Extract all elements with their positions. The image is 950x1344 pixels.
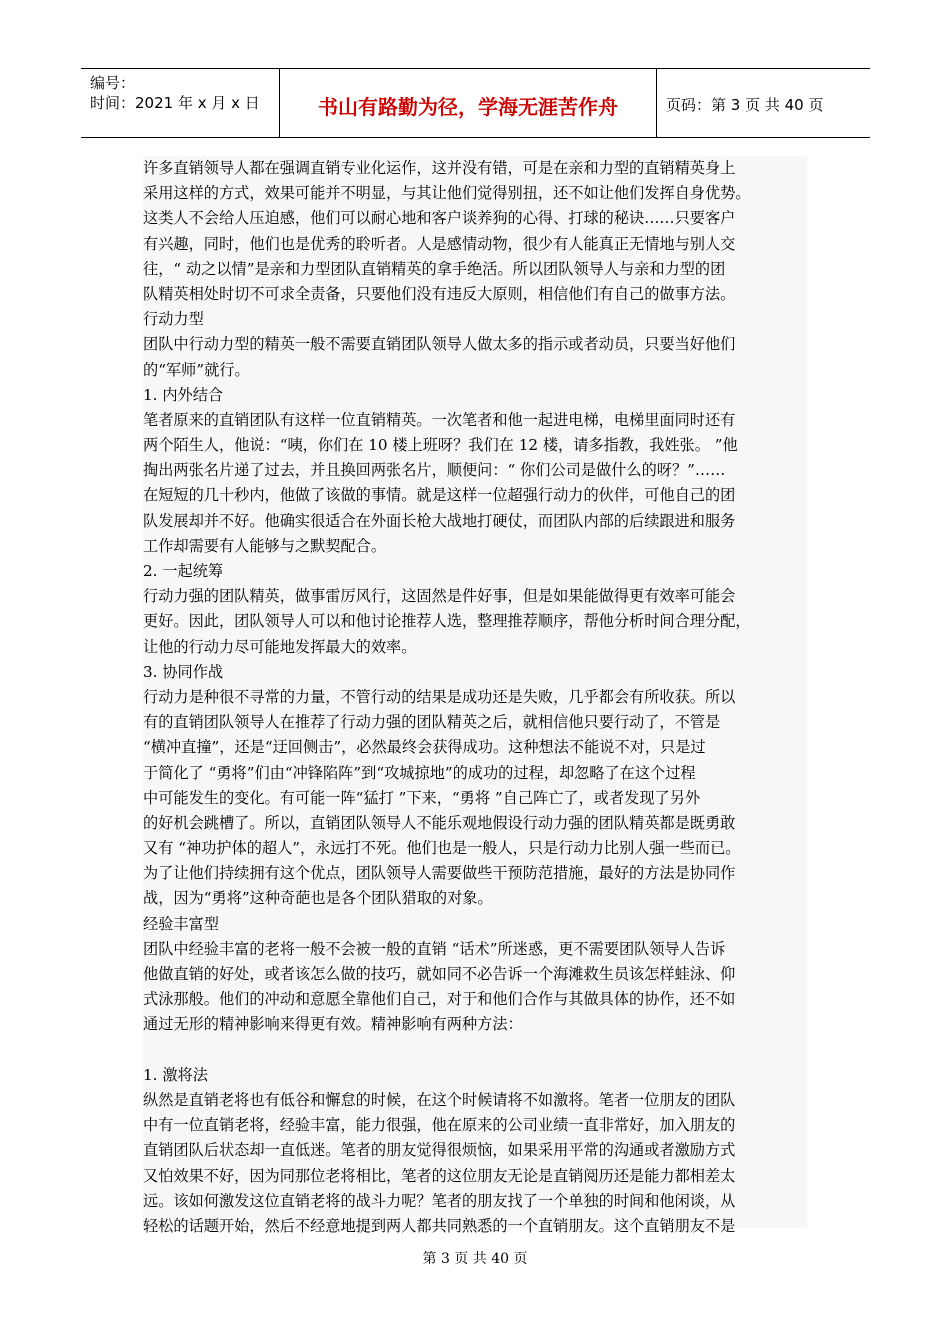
body-line: 2. 一起统筹 — [143, 562, 224, 580]
body-line: 3. 协同作战 — [143, 662, 224, 681]
body-line: 直销团队后状态却一直低迷。笔者的朋友觉得很烦恼，如果采用平常的沟通或者激励方式 — [143, 1141, 736, 1160]
body-line: 1. 激将法 — [143, 1065, 208, 1084]
body-line: 队精英相处时切不可求全责备，只要他们没有违反大原则，相信他们有自己的做事方法。 — [143, 284, 736, 303]
header-number-label: 编号： — [90, 74, 136, 92]
body-line: 行动力是种很不寻常的力量，不管行动的结果是成功还是失败，几乎都会有所收获。所以 — [143, 687, 736, 706]
body-line: 采用这样的方式，效果可能并不明显，与其让他们觉得别扭，还不如让他们发挥自身优势。 — [143, 184, 751, 203]
header-motto: 书山有路勤为径，学海无涯苦作舟 — [280, 69, 657, 137]
body-line: 在短短的几十秒内，他做了该做的事情。就是这样一位超强行动力的伙伴，可他自己的团 — [143, 486, 736, 505]
body-line: 式泳那般。他们的冲动和意愿全靠他们自己，对于和他们合作与其做具体的协作，还不如 — [143, 990, 736, 1009]
header-page-label: 页码：第 3 页 共 40 页 — [666, 95, 824, 114]
body-line: 更好。因此，团队领导人可以和他讨论推荐人选，整理推荐顺序，帮他分析时间合理分配， — [143, 612, 751, 631]
body-line: 行动力型 — [143, 310, 204, 329]
body-line: 的好机会跳槽了。所以，直销团队领导人不能乐观地假设行动力强的团队精英都是既勇敢 — [143, 813, 736, 832]
body-line: 往，“ 动之以情”是亲和力型团队直销精英的拿手绝活。所以团队领导人与亲和力型的团 — [143, 259, 726, 278]
body-line: 笔者原来的直销团队有这样一位直销精英。一次笔者和他一起进电梯，电梯里面同时还有 — [143, 410, 736, 429]
body-line: 他做直销的好处，或者该怎么做的技巧，就如同不必告诉一个海滩救生员该怎样蛙泳、仰 — [143, 965, 736, 983]
body-line: 中有一位直销老将，经验丰富，能力很强，他在原来的公司业绩一直非常好，加入朋友的 — [143, 1116, 736, 1135]
header-date-label: 时间：2021 年 x 月 x 日 — [90, 94, 260, 112]
body-line: 让他的行动力尽可能地发挥最大的效率。 — [143, 637, 417, 656]
body-line: 战，因为“勇将”这种奇葩也是各个团队猎取的对象。 — [143, 889, 493, 908]
body-line: “横冲直撞”，还是“迂回侧击”，必然最终会获得成功。这种想法不能说不对，只是过 — [143, 738, 706, 757]
body-line: 于简化了 “勇将”们由“冲锋陷阵”到“攻城掠地”的成功的过程，却忽略了在这个过程 — [143, 763, 696, 782]
body-line: 有的直销团队领导人在推荐了行动力强的团队精英之后，就相信他只要行动了，不管是 — [143, 713, 721, 732]
body-line: 通过无形的精神影响来得更有效。精神影响有两种方法： — [143, 1015, 523, 1034]
body-line: 团队中行动力型的精英一般不需要直销团队领导人做太多的指示或者动员，只要当好他们 — [143, 335, 736, 354]
body-line: 团队中经验丰富的老将一般不会被一般的直销 “话术”所迷惑，更不需要团队领导人告诉 — [143, 939, 726, 958]
blank-line — [143, 1038, 807, 1063]
page-header — [81, 68, 870, 138]
page-footer: 第 3 页 共 40 页 — [422, 1251, 528, 1267]
body-line: 这类人不会给人压迫感，他们可以耐心地和客户谈养狗的心得、打球的秘诀……只要客户 — [143, 209, 736, 228]
body-line: 两个陌生人，他说：“咦，你们在 10 楼上班呀？我们在 12 楼，请多指教，我姓张。 ”他 — [143, 436, 738, 455]
body-line: 远。该如何激发这位直销老将的战斗力呢？笔者的朋友找了一个单独的时间和他闲谈，从 — [143, 1191, 736, 1210]
body-line: 掏出两张名片递了过去，并且换回两张名片，顺便问：“ 你们公司是做什么的呀？”…… — [143, 461, 726, 480]
body-line: 队发展却并不好。他确实很适合在外面长枪大战地打硬仗，而团队内部的后续跟进和服务 — [143, 511, 736, 530]
body-line: 的“军师”就行。 — [143, 360, 250, 379]
body-line: 轻松的话题开始，然后不经意地提到两人都共同熟悉的一个直销朋友。这个直销朋友不是 — [143, 1216, 736, 1235]
header-info-cell — [81, 69, 280, 137]
document-body — [143, 156, 807, 1235]
body-line: 有兴趣，同时，他们也是优秀的聆听者。人是感情动物，很少有人能真正无情地与别人交 — [143, 234, 736, 253]
body-line: 经验丰富型 — [143, 914, 219, 933]
body-line: 又有 “神功护体的超人”，永远打不死。他们也是一般人，只是行动力比别人强一些而已。 — [143, 839, 741, 858]
body-line: 又怕效果不好，因为同那位老将相比，笔者的这位朋友无论是直销阅历还是能力都相差太 — [143, 1166, 736, 1185]
body-line: 纵然是直销老将也有低谷和懈怠的时候，在这个时候请将不如激将。笔者一位朋友的团队 — [143, 1090, 736, 1109]
body-line: 行动力强的团队精英，做事雷厉风行，这固然是件好事，但是如果能做得更有效率可能会 — [143, 587, 736, 606]
body-line: 为了让他们持续拥有这个优点，团队领导人需要做些干预防范措施，最好的方法是协同作 — [143, 864, 736, 883]
body-line: 许多直销领导人都在强调直销专业化运作，这并没有错，可是在亲和力型的直销精英身上 — [143, 159, 736, 177]
body-line: 中可能发生的变化。有可能一阵“猛打 ”下来，“勇将 ”自己阵亡了，或者发现了另外 — [143, 788, 701, 807]
body-line: 1. 内外结合 — [143, 385, 224, 404]
body-line: 工作却需要有人能够与之默契配合。 — [143, 536, 386, 555]
